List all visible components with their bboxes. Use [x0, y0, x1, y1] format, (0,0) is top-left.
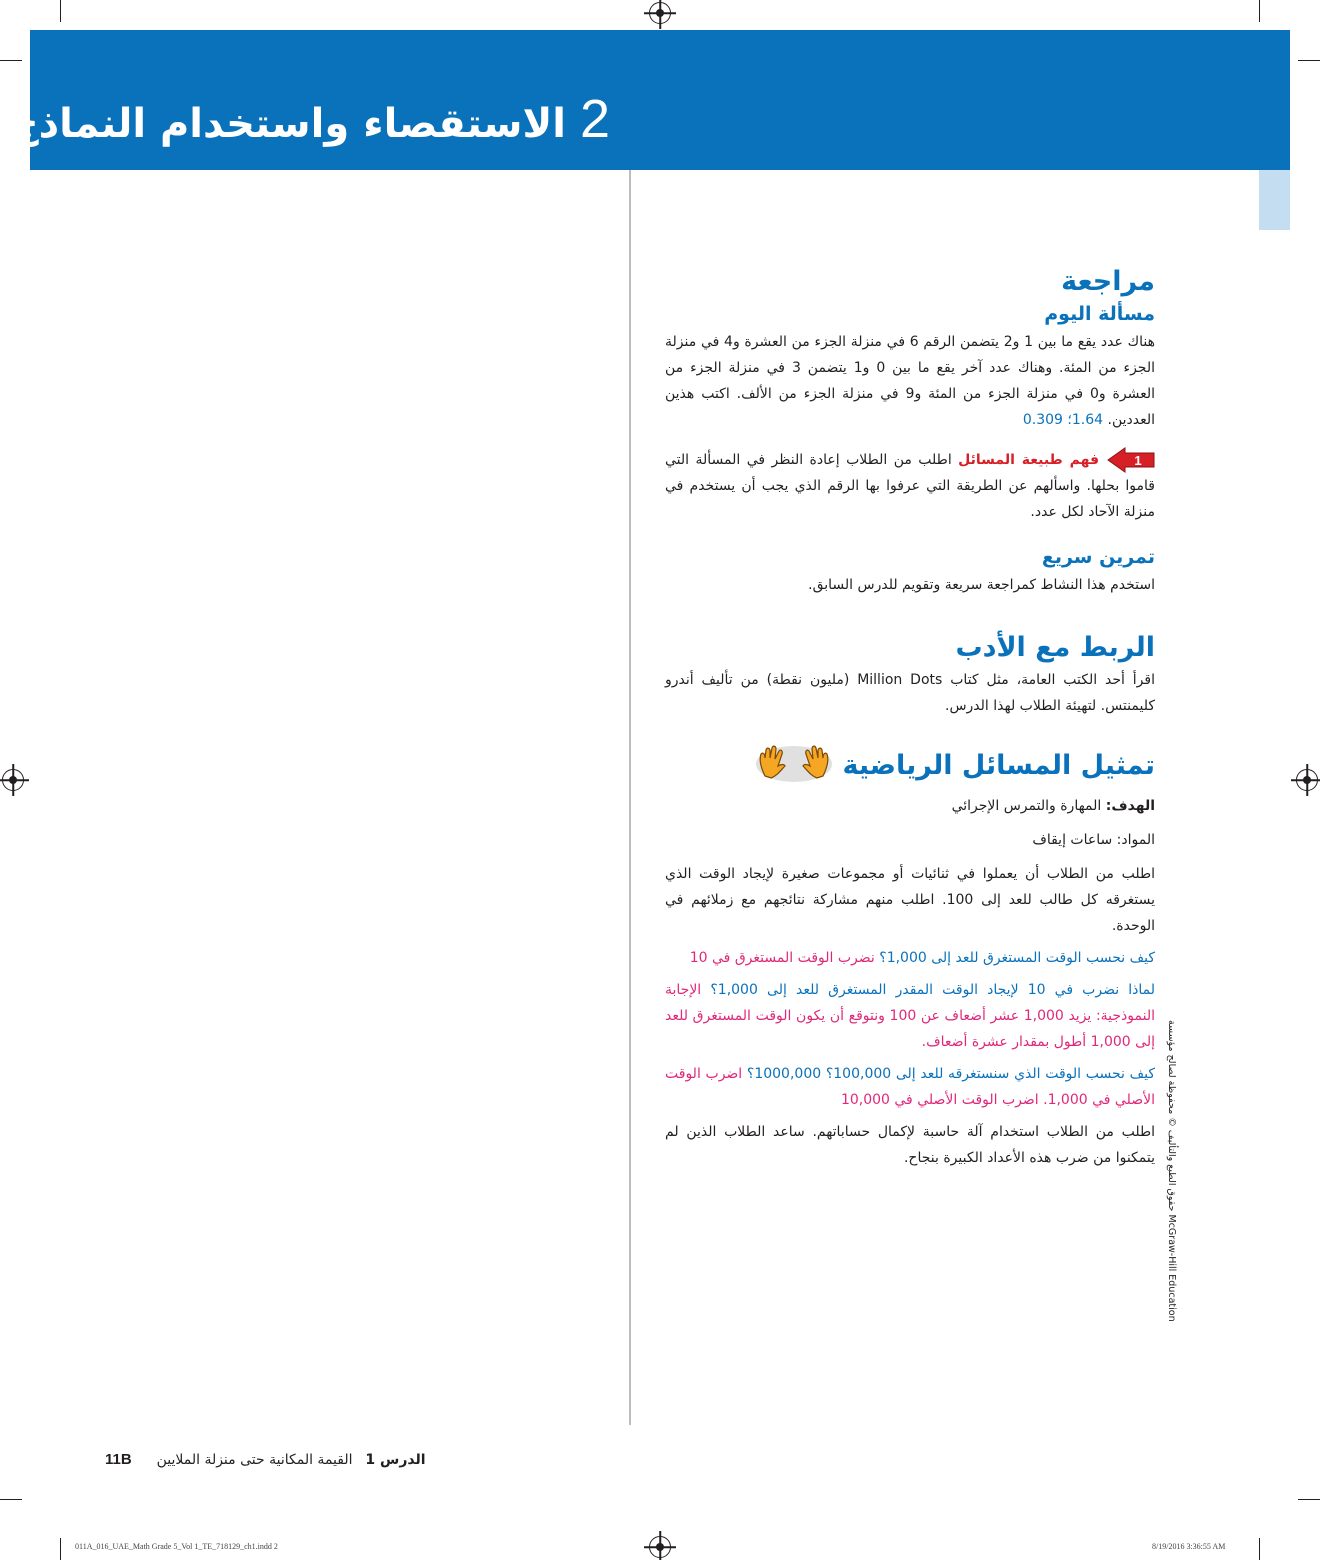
question-3-text: كيف نحسب الوقت الذي سنستغرقه للعد إلى 100,000؟ 1000,000؟ — [746, 1066, 1155, 1082]
question-2-text: لماذا نضرب في 10 لإيجاد الوقت المقدر المستغرق للعد إلى 1,000؟ — [710, 982, 1156, 998]
quick-practice-section — [665, 546, 1155, 598]
arrow-badge-icon — [1107, 447, 1155, 473]
goal-label: الهدف: — [1105, 798, 1155, 814]
crop-mark — [1259, 0, 1260, 22]
copyright-text: حقوق الطبع والتأليف © محفوظة لصالح مؤسسة McGraw-Hill Education — [1166, 1020, 1177, 1322]
closing-instructions: اطلب من الطلاب استخدام آلة حاسبة لإكمال حساباتهم. ساعد الطلاب الذين لم يتمكنوا من ضرب هذه الأعداد الكبيرة بنجاح. — [665, 1124, 1155, 1166]
file-slug: 011A_016_UAE_Math Grade 5_Vol 1_TE_718129_ch1.indd 2 — [75, 1542, 278, 1551]
chapter-title — [10, 88, 610, 150]
quick-practice-text: استخدم هذا النشاط كمراجعة سريعة وتقويم للدرس السابق. — [808, 577, 1155, 593]
chapter-title-text: الاستقصاء واستخدام النماذج — [9, 101, 566, 147]
quick-practice-heading: تمرين سريع — [1041, 546, 1155, 568]
lesson-title: القيمة المكانية حتى منزلة الملايين — [156, 1452, 353, 1468]
problem-of-day-heading: مسألة اليوم — [1044, 303, 1155, 325]
side-tab — [1259, 170, 1290, 230]
page-number: 11B — [105, 1451, 132, 1468]
question-1 — [665, 945, 1155, 971]
crop-mark — [0, 60, 22, 61]
question-1-text: كيف نحسب الوقت المستغرق للعد إلى 1,000؟ — [879, 950, 1155, 966]
materials-text: ساعات إيقاف — [1032, 832, 1113, 848]
problem-text — [665, 329, 1155, 433]
literature-section — [665, 632, 1155, 719]
crop-mark — [1259, 1538, 1260, 1560]
crop-mark — [1298, 1499, 1320, 1500]
date-slug: 8/19/2016 3:36:55 AM — [1152, 1542, 1226, 1551]
modeling-heading-row — [665, 742, 1155, 791]
registration-mark-icon — [649, 1536, 671, 1558]
answer-3-text: اضرب الوقت الأصلي في 1,000. اضرب الوقت الأصلي في 10,000 — [665, 1066, 1155, 1108]
literature-text: اقرأ أحد الكتب العامة، مثل كتاب Million Dots (مليون نقطة) من تأليف أندرو كليمنتس. لتهيئة الطلاب لهذا الدرس. — [665, 672, 1155, 714]
materials-line — [665, 827, 1155, 853]
answer-1-text: نضرب الوقت المستغرق في 10 — [689, 950, 875, 966]
copyright-credit — [1161, 1020, 1181, 1322]
understand-text: اطلب من الطلاب إعادة النظر في المسألة التي قاموا بحلها. واسألهم عن الطريقة التي عرفوا بها الرقم الذي يجب أن يستخدم في منزلة الآحاد لكل عدد. — [665, 452, 1155, 520]
review-section — [665, 266, 1155, 525]
problem-answer: 1.64؛ 0.309 — [1022, 412, 1104, 428]
crop-mark — [1298, 60, 1320, 61]
goal-line — [665, 793, 1155, 819]
hands-icon — [755, 742, 833, 791]
page-footer — [105, 1451, 426, 1468]
modeling-heading: تمثيل المسائل الرياضية — [842, 750, 1155, 781]
chapter-number: 2 — [579, 89, 610, 149]
badge-number: 1 — [1134, 453, 1142, 468]
crop-mark — [60, 1538, 61, 1560]
problem-body: هناك عدد يقع ما بين 1 و2 يتضمن الرقم 6 في منزلة الجزء من العشرة و4 في منزلة الجزء من المئة. وهناك عدد آخر يقع ما بين 0 و1 يتضمن 3 في منزلة الجزء من العشرة و0 في منزلة الجزء من المئة و9 في منزلة الجزء من الألف. اكتب هذين العددين. — [665, 334, 1155, 428]
crop-mark — [60, 0, 61, 22]
question-2 — [665, 977, 1155, 1055]
review-heading: مراجعة — [1061, 266, 1155, 297]
understand-label: فهم طبيعة المسائل — [958, 452, 1100, 468]
column-divider — [629, 170, 631, 1425]
literature-heading: الربط مع الأدب — [955, 632, 1155, 663]
crop-mark — [0, 1499, 22, 1500]
registration-mark-icon — [2, 769, 24, 791]
question-3 — [665, 1061, 1155, 1113]
modeling-section — [665, 742, 1155, 1171]
goal-text: المهارة والتمرس الإجرائي — [951, 798, 1102, 814]
registration-mark-icon — [1296, 769, 1318, 791]
registration-mark-icon — [649, 2, 671, 24]
understand-problem-note — [665, 447, 1155, 525]
lesson-label: الدرس 1 — [365, 1452, 426, 1468]
answer-2-text: الإجابة النموذجية: يزيد 1,000 عشر أضعاف عن 100 ونتوقع أن يكون الوقت المستغرق للعد إلى 1,000 أطول بمقدار عشرة أضعاف. — [665, 982, 1155, 1050]
modeling-instructions: اطلب من الطلاب أن يعملوا في ثنائيات أو مجموعات صغيرة لإيجاد الوقت الذي يستغرقه كل طالب للعد إلى 100. اطلب منهم مشاركة نتائجهم مع زملائهم في الوحدة. — [665, 866, 1155, 934]
materials-label: المواد: — [1116, 832, 1155, 848]
